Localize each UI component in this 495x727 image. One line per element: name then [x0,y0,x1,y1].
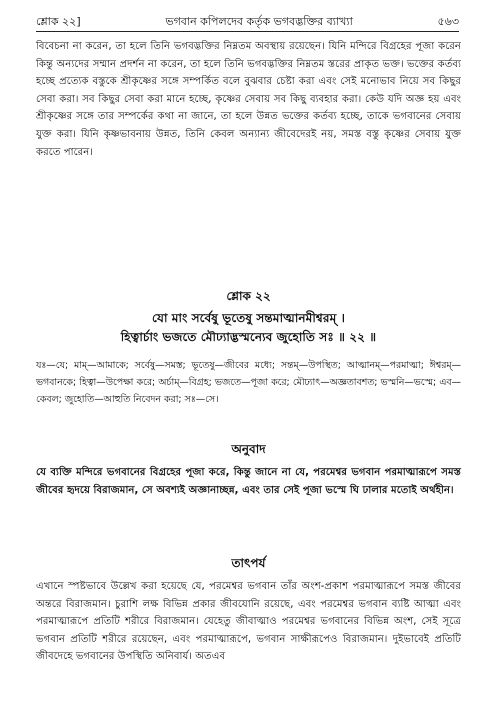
header-title: ভগবান কপিলদেব কর্তৃক ভগবদ্ভক্তির ব্যাখ্যা [165,14,353,28]
word-glossary: যঃ—যে; মাম্—আমাকে; সর্বেষু—সমস্ত; ভূতেষু—জীবের মধ্যে; সন্তম্—উপস্থিত; আত্মানম্—পরমাত্মা; ঈশ্বরম্—ভগবানকে; হিত্বা—উপেক্ষা করে; অর্চাম্—বিগ্রহ; ভজতে—পূজা করে; মৌঢ্যাৎ—অজ্ঞতাবশত; ভস্মনি—ভস্মে; এব—কেবল; জুহোতি—আহুতি নিবেদন করা; সঃ—সে। [36,360,461,405]
page-number: ৫৬৩ [437,14,459,28]
verse-line-1: যো মাং সর্বেষু ভূতেষু সন্তমাত্মানমীশ্বরম্ । [152,311,345,325]
translation-text: যে ব্যক্তি মন্দিরে ভগবানের বিগ্রহের পূজা করে, কিন্তু জানে না যে, পরমেশ্বর ভগবান পরমাত্মারূপে সমস্ত জীবের হৃদয়ে বিরাজমান, সে অবশ্যই অজ্ঞানাচ্ছন্ন, এবং তার সেই পূজা ভস্মে ঘি ঢালার মতোই অর্থহীন। [36,467,461,496]
translation-heading: অনুবাদ [231,442,266,456]
verse-heading: শ্লোক ২২ [226,289,271,303]
purport-text: এখানে স্পষ্টভাবে উল্লেখ করা হয়েছে যে, পরমেশ্বর ভগবান তাঁর অংশ-প্রকাশ পরমাত্মারূপে সমস্ত জীবের অন্তরে বিরাজমান। চুরাশি লক্ষ বিভিন্ন প্রকার জীবযোনি রয়েছে, এবং পরমেশ্বর ভগবান ব্যষ্টি আত্মা এবং পরমাত্মারূপে প্রতিটি শরীরে বিরাজমান। যেহেতু জীবাত্মাও পরমেশ্বর ভগবানের বিভিন্ন অংশ, সেই সূত্রে ভগবান প্রতিটি শরীরে রয়েছেন, এবং পরমাত্মারূপে, ভগবান সাক্ষীরূপেও বিরাজমান। দুইভাবেই প্রতিটি জীবদেহে ভগবানের উপস্থিতি অনিবার্য। অতএব [36,581,461,663]
verse-line-2: হিত্বার্চাং ভজতে মৌঢ্যাদ্ভস্মন্যেব জুহোতি সঃ ॥ ২২ ॥ [120,330,377,344]
purport-heading: তাৎপর্য [231,556,266,570]
header-verse-ref: শ্লোক ২২] [36,14,81,28]
verse-block [36,309,461,347]
intro-paragraph: বিবেচনা না করেন, তা হলে তিনি ভগবদ্ভক্তির নিম্নতম অবস্থায় রয়েছেন। যিনি মন্দিরে বিগ্রহের পূজা করেন কিন্তু অন্যদের সম্মান প্রদর্শন না করেন, তা হলে তিনি ভগবদ্ভক্তির নিম্নতম স্তরের প্রাকৃত ভক্ত। ভক্তের কর্তব্য হচ্ছে প্রত্যেক বস্তুকে শ্রীকৃষ্ণের সঙ্গে সম্পর্কিত বলে বুঝবার চেষ্টা করা এবং সেই মনোভাব নিয়ে সব কিছুর সেবা করা। সব কিছুর সেবা করা মানে হচ্ছে, কৃষ্ণের সেবায় সব কিছু ব্যবহার করা। কেউ যদি অজ্ঞ হয় এবং শ্রীকৃষ্ণের সঙ্গে তার সম্পর্কের কথা না জানে, তা হলে উন্নত ভক্তের কর্তব্য হচ্ছে, তাকে ভগবানের সেবায় যুক্ত করা। যিনি কৃষ্ণভাবনায় উন্নত, তিনি কেবল অন্যান্য জীবেদেরই নয়, সমস্ত বস্তু কৃষ্ণের সেবায় যুক্ত করতে পারেন। [36,41,461,158]
running-header [36,14,459,30]
header-rule [36,31,459,32]
